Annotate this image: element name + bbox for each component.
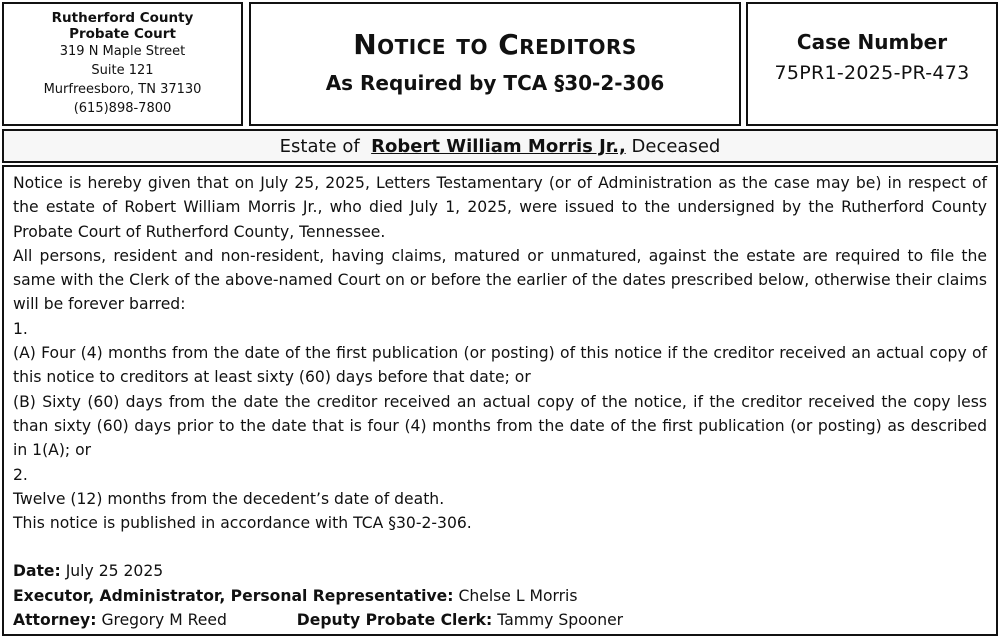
notice-title: Notice to Creditors [353, 28, 637, 61]
attorney-value: Gregory M Reed [101, 611, 227, 630]
item-2-number: 2. [13, 465, 28, 484]
item-1-number: 1. [13, 319, 28, 338]
notice-subtitle: As Required by TCA §30-2-306 [325, 71, 665, 95]
court-street: 319 N Maple Street [59, 44, 186, 59]
decedent-name: Robert William Morris Jr., [371, 136, 626, 157]
case-number-box [746, 2, 998, 126]
court-name-line2: Probate Court [69, 26, 176, 42]
court-city: Murfreesboro, TN 37130 [43, 82, 202, 97]
clerk-label: Deputy Probate Clerk: [296, 611, 493, 630]
spacer [13, 535, 987, 559]
attorney-clerk-line [13, 608, 987, 632]
court-phone: (615)898-7800 [73, 101, 172, 116]
estate-band [2, 129, 998, 163]
executor-line [13, 584, 987, 608]
notice-paragraph-2: All persons, resident and non-resident, having claims, matured or unmatured, against the estate are required to file the same with the Clerk of the above-named Court on or before the earlier of the dates prescribed below, otherwise their claims will be forever barred: [13, 246, 987, 314]
item-1-b: (B) Sixty (60) days from the date the creditor received an actual copy of the notice, if the creditor received the copy less than sixty (60) days prior to the date that is four (4) months from the date of the first publication (or posting) as described in 1(A); or [13, 392, 987, 460]
court-name-line1: Rutherford County [51, 10, 194, 26]
notice-title-box [249, 2, 741, 126]
estate-suffix: Deceased [631, 136, 721, 157]
court-info-box [2, 2, 243, 126]
case-number-value: 75PR1-2025-PR-473 [774, 62, 970, 84]
published-statement: This notice is published in accordance with TCA §30-2-306. [13, 514, 472, 533]
notice-paragraph-1: Notice is hereby given that on July 25, 2025, Letters Testamentary (or of Administration as the case may be) in respect of the estate of Robert William Morris Jr., who died July 1, 2025, were issued to the undersigned by the Rutherford County Probate Court of Rutherford County, Tennessee. [13, 174, 987, 241]
attorney-label: Attorney: [13, 611, 97, 630]
clerk-value: Tammy Spooner [497, 611, 624, 630]
date-value: July 25 2025 [65, 562, 164, 581]
date-label: Date: [13, 562, 61, 581]
notice-body [2, 165, 998, 636]
executor-value: Chelse L Morris [458, 586, 578, 605]
court-suite: Suite 121 [91, 63, 154, 78]
court-name [4, 10, 241, 42]
case-number-label: Case Number [796, 30, 948, 54]
item-1-a: (A) Four (4) months from the date of the first publication (or posting) of this notice if the creditor received an actual copy of this notice to creditors at least sixty (60) days before that date; or [13, 344, 987, 387]
item-2-text: Twelve (12) months from the decedent’s date of death. [13, 489, 445, 508]
date-line [13, 559, 987, 583]
executor-label: Executor, Administrator, Personal Representative: [13, 586, 454, 605]
estate-prefix: Estate of [279, 136, 360, 157]
estate-line [4, 136, 996, 157]
